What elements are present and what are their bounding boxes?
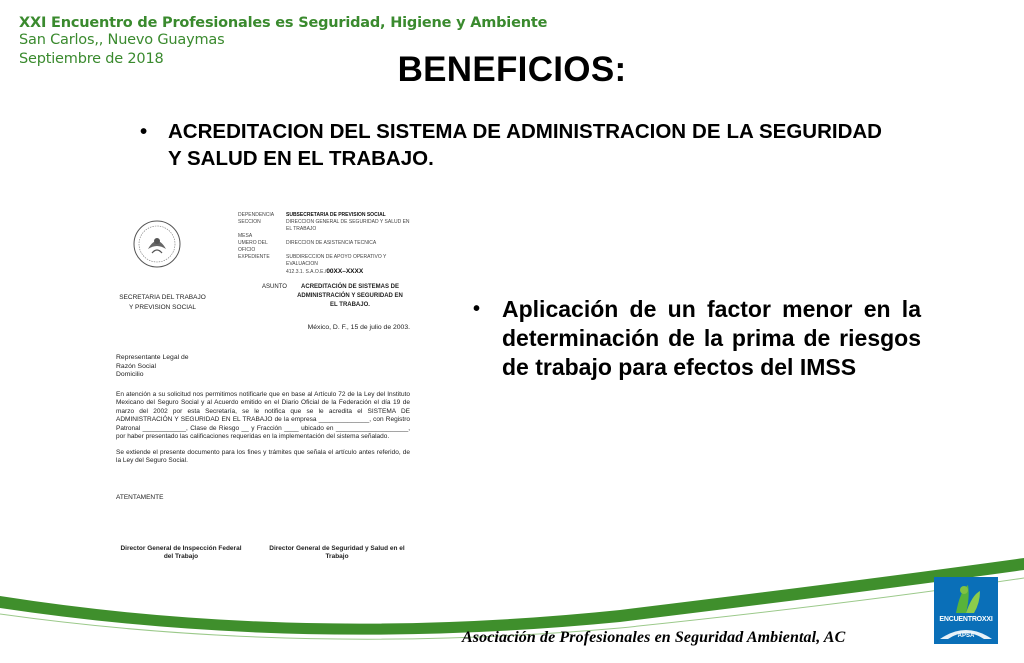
accreditation-document [110,205,416,565]
event-date: Septiembre de 2018 [19,51,164,67]
event-title: XXI Encuentro de Profesionales es Seguridad, Higiene y Ambiente [19,15,548,31]
footer-organization: Asociación de Profesionales en Seguridad Ambiental, AC [462,629,846,646]
document-closing: ATENTAMENTE [116,494,164,501]
document-meta: DEPENDENCIA SUBSECRETARIA DE PREVISION SOCIAL SECCION DIRECCION GENERAL DE SEGURIDAD Y SALUD EN EL TRABAJO MESA UMERO DEL OFICIO DIRECCION DE ASISTENCIA TECNICA EXPEDIENTE SUBDIRECCION DE APOYO OPERATIVO Y EVALUACION 412.3.1. S.A.O.E./00XX–XXXX [238,212,410,275]
encuentro-logo [934,577,998,644]
secretaria-name: SECRETARIA DEL TRABAJO Y PREVISION SOCIAL [119,294,206,311]
document-body: En atención a su solicitud nos permitimos notificarle que en base al Artículo 72 de la Ley del Instituto Mexicano del Seguro Social y al Acuerdo emitido en el Diario Oficial de la Federación el día 19 de marzo del 2002 por esta Secretaría, se le notifica que se le acredita el SISTEMA DE ADMINISTRACIÓN Y SEGURIDAD EN EL TRABAJO de la empresa ______________, con Registro Patronal ____________, Clase de Riesgo __ y Fracción ____ ubicado en ____________________, por haber presentado las calificaciones requeridas en la implementación del sistema señalado. [116,391,410,441]
bullet-item-imss-factor [473,295,921,382]
reference-prefix: 412.3.1. S.A.O.E./ [286,269,327,275]
national-seal-icon [132,219,182,269]
event-place: San Carlos,, Nuevo Guaymas [19,32,225,48]
signer-inspeccion: Director General de Inspección Federal del Trabajo [120,545,242,560]
document-body-closing: Se extiende el presente documento para los fines y trámites que señala el artículo antes referido, de la Ley del Seguro Social. [116,449,410,465]
logo-subtitle: APSA [957,633,975,639]
signer-seguridad: Director General de Seguridad y Salud en el Trabajo [269,545,405,560]
recipient-block: Representante Legal de Razón Social Domicilio [116,354,189,378]
asunto-label: ASUNTO [262,284,287,290]
document-date: México, D. F., 15 de julio de 2003. [307,324,410,331]
bullet-icon: • [473,298,481,320]
logo-label: ENCUENTROXXI [939,616,993,623]
bullet-text: ACREDITACION DEL SISTEMA DE ADMINISTRACION DE LA SEGURIDAD Y SALUD EN EL TRABAJO. [168,120,882,170]
slide-title: BENEFICIOS: [397,50,627,89]
bullet-icon: • [140,120,148,143]
bullet-text: Aplicación de un factor menor en la determinación de la prima de riesgos de trabajo para efectos del IMSS [502,296,921,380]
asunto-value: ACREDITACIÓN DE SISTEMAS DE ADMINISTRACIÓN Y SEGURIDAD EN EL TRABAJO. [297,284,403,308]
bullet-item-accreditation [140,118,882,172]
reference-number: 00XX–XXXX [326,268,364,275]
